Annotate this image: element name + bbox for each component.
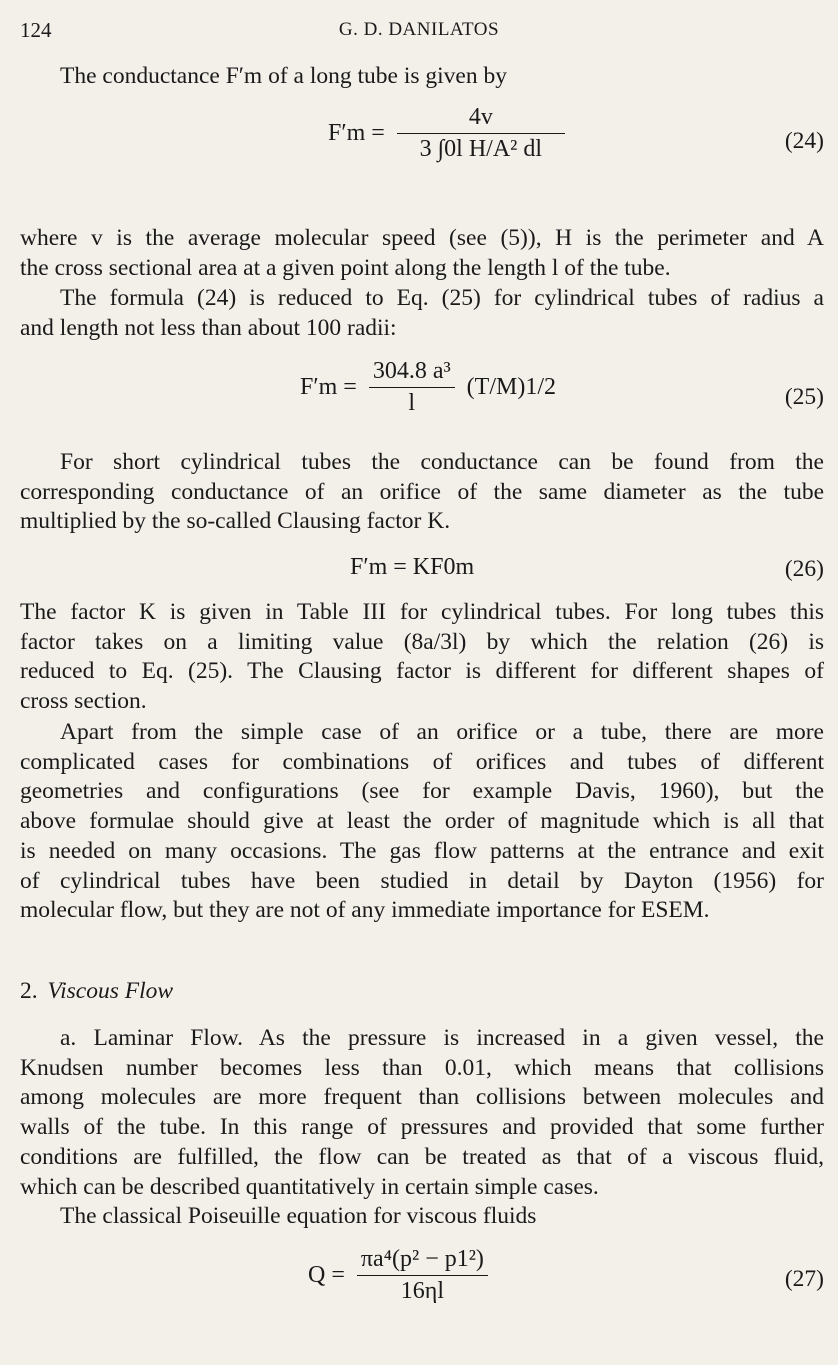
eq25-fraction — [369, 358, 455, 417]
eq27-number: (27) — [784, 1266, 824, 1292]
paragraph-where: where v is the average molecular speed (see (5)), H is the perimeter and A the cross sectional area at a given point along the length l of the tube. — [20, 225, 824, 281]
eq25-lhs: F′m = — [300, 374, 357, 400]
equation-24 — [328, 104, 565, 163]
eq24-denominator: 3 ∫0l H/A² dl — [419, 136, 543, 162]
paragraph-formula: The formula (24) is reduced to Eq. (25) for cylindrical tubes of radius a and length not less than about 100 radii: — [20, 285, 824, 341]
eq25-ratio: (T/M)1/2 — [466, 374, 556, 400]
eq27-fraction — [357, 1246, 488, 1305]
paragraph-apart: Apart from the simple case of an orifice or a tube, there are more complicated cases for combinations of orifices and tubes of different geometries and configurations (see for example Davis, 1960), but the above formulae should give at least the order of magnitude which is all that is needed on many occasions. The gas flow patterns at the entrance and exit of cylindrical tubes have been studied in detail by Dayton (1956) for molecular flow, but they are not of any immediate importance for ESEM. — [20, 719, 824, 924]
equation-26: F′m = KF0m — [350, 554, 475, 580]
equation-27 — [308, 1246, 488, 1305]
eq26-number: (26) — [784, 556, 824, 582]
page-number: 124 — [20, 18, 52, 42]
running-head: G. D. DANILATOS — [338, 19, 500, 40]
eq27-numerator: πa⁴(p² − p1²) — [357, 1246, 488, 1276]
intro-line: The conductance F′m of a long tube is given by — [60, 63, 507, 89]
page-header — [20, 18, 818, 48]
eq25-denominator: l — [408, 390, 416, 416]
eq27-denominator: 16ηl — [400, 1278, 444, 1304]
eq24-lhs: F′m = — [328, 120, 385, 146]
eq24-numerator: 4v — [397, 104, 565, 134]
equation-25 — [300, 358, 556, 417]
eq24-fraction — [397, 104, 565, 163]
paragraph-short-tubes: For short cylindrical tubes the conductance can be found from the corresponding conductance of an orifice of the same diameter as the tube multiplied by the so-called Clausing factor K. — [20, 449, 824, 535]
eq27-lhs: Q = — [308, 1262, 345, 1288]
section-title: Viscous Flow — [47, 978, 174, 1004]
eq25-numerator: 304.8 a³ — [369, 358, 455, 388]
paragraph-factor: The factor K is given in Table III for cylindrical tubes. For long tubes this factor takes on a limiting value (8a/3l) by which the relation (26) is reduced to Eq. (25). The Clausing factor is different for different shapes of cross section. — [20, 599, 824, 715]
eq25-number: (25) — [784, 384, 824, 410]
paragraph-classical: The classical Poiseuille equation for viscous fluids — [60, 1203, 537, 1229]
paragraph-laminar: a. Laminar Flow. As the pressure is increased in a given vessel, the Knudsen number becomes less than 0.01, which means that collisions among molecules are more frequent than collisions between molecules and walls of the tube. In this range of pressures and provided that some further conditions are fulfilled, the flow can be treated as that of a viscous fluid, which can be described quantitatively in certain simple cases. — [20, 1025, 824, 1200]
section-number: 2. — [20, 978, 38, 1004]
eq24-number: (24) — [784, 128, 824, 154]
section-heading — [20, 978, 173, 1005]
